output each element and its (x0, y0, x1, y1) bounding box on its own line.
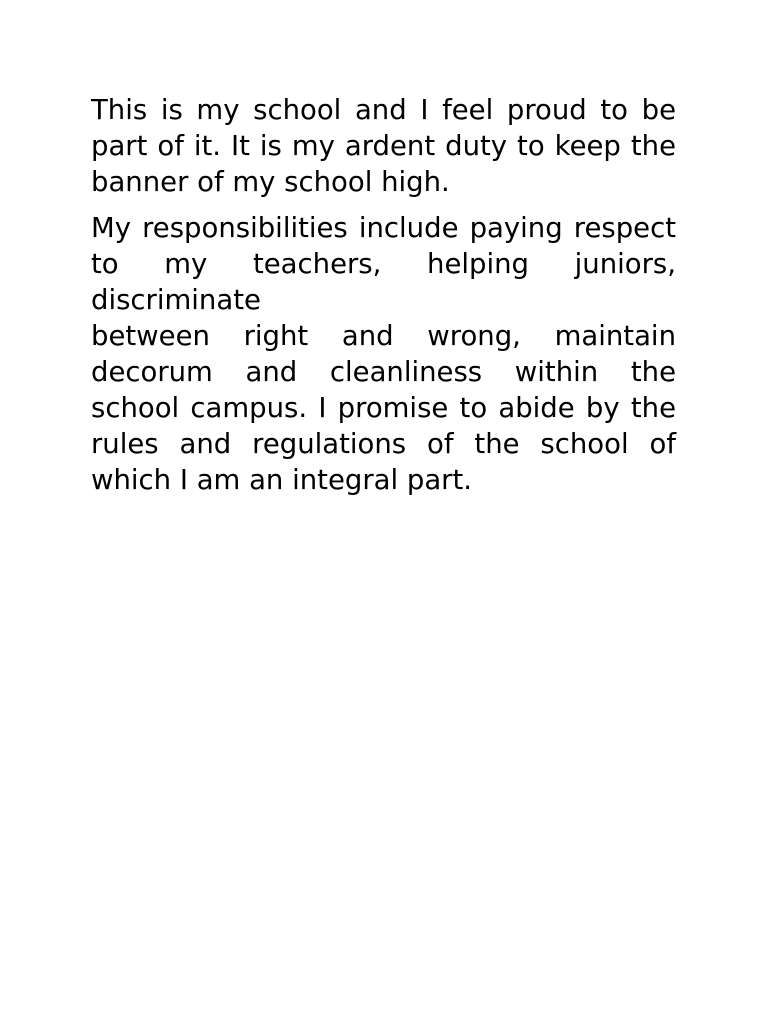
paragraph-responsibilities (91, 210, 676, 498)
responsibilities-line-rest: between right and wrong, maintain decorum and cleanliness within the school campus. I promise to abide by the rules and regulations of the school of which I am an integral part. (91, 320, 676, 496)
paragraph-pride: This is my school and I feel proud to be part of it. It is my ardent duty to keep the banner of my school high. (91, 94, 676, 198)
document-body (91, 92, 676, 498)
responsibilities-line-start: My responsibilities include paying respect to my teachers, helping juniors, discriminate (91, 212, 676, 316)
